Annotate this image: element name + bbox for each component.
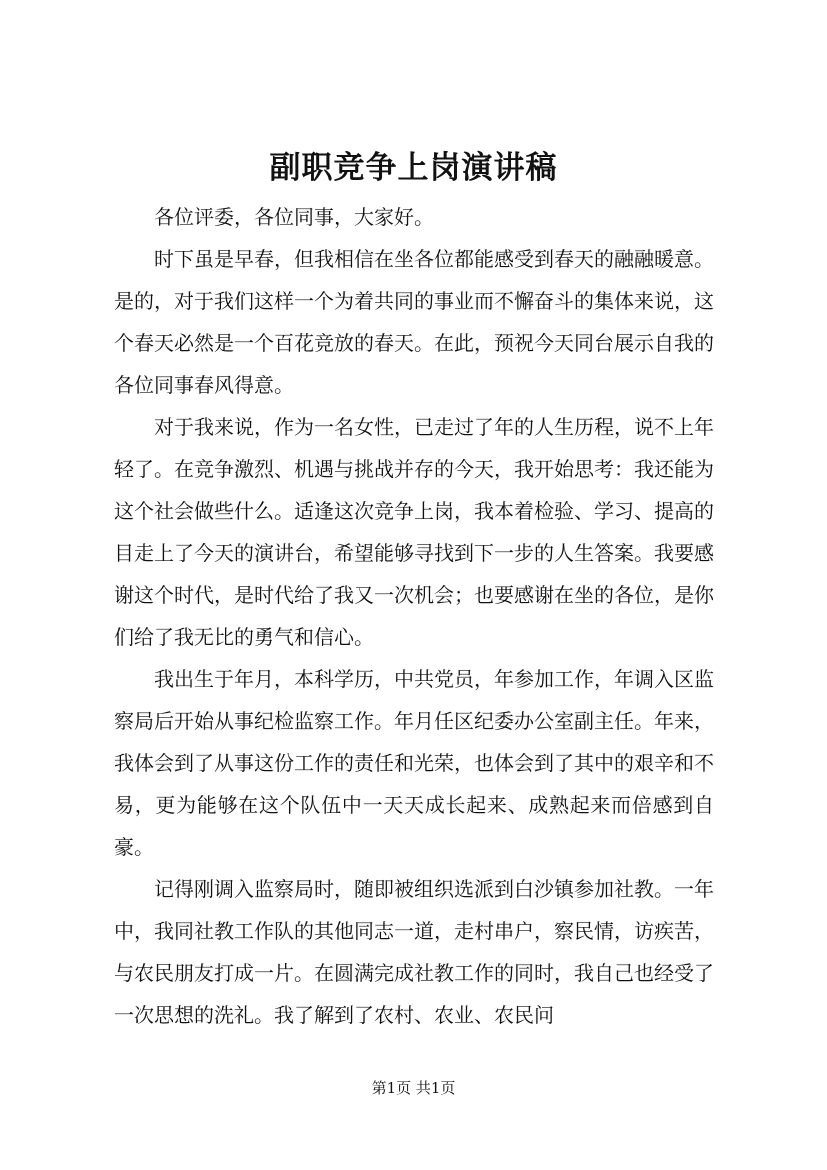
document-body: [114, 196, 714, 1036]
document-title: 副职竞争上岗演讲稿: [269, 150, 558, 186]
paragraph-experience: 记得刚调入监察局时，随即被组织选派到白沙镇参加社教。一年中，我同社教工作队的其他同志一道，走村串户，察民情，访疾苦，与农民朋友打成一片。在圆满完成社教工作的同时，我自己也经受了一次思想的洗礼。我了解到了农村、农业、农民问: [114, 877, 714, 1027]
paragraph-spring: 时下虽是早春，但我相信在坐各位都能感受到春天的融融暖意。是的，对于我们这样一个为着共同的事业而不懈奋斗的集体来说，这个春天必然是一个百花竞放的春天。在此，预祝今天同台展示自我的各位同事春风得意。: [114, 247, 714, 397]
paragraph-greeting: 各位评委，各位同事，大家好。: [154, 205, 434, 229]
paragraph-background: 我出生于年月，本科学历，中共党员，年参加工作，年调入区监察局后开始从事纪检监察工作。年月任区纪委办公室副主任。年来，我体会到了从事这份工作的责任和光荣，也体会到了其中的艰辛和不易，更为能够在这个队伍中一天天成长起来、成熟起来而倍感到自豪。: [114, 667, 714, 859]
paragraph-reflection: 对于我来说，作为一名女性，已走过了年的人生历程，说不上年轻了。在竞争激烈、机遇与挑战并存的今天，我开始思考：我还能为这个社会做些什么。适逢这次竞争上岗，我本着检验、学习、提高的目走上了今天的演讲台，希望能够寻找到下一步的人生答案。我要感谢这个时代，是时代给了我又一次机会；也要感谢在坐的各位，是你们给了我无比的勇气和信心。: [114, 415, 714, 649]
page-number-footer: 第1页 共1页: [371, 1079, 456, 1097]
